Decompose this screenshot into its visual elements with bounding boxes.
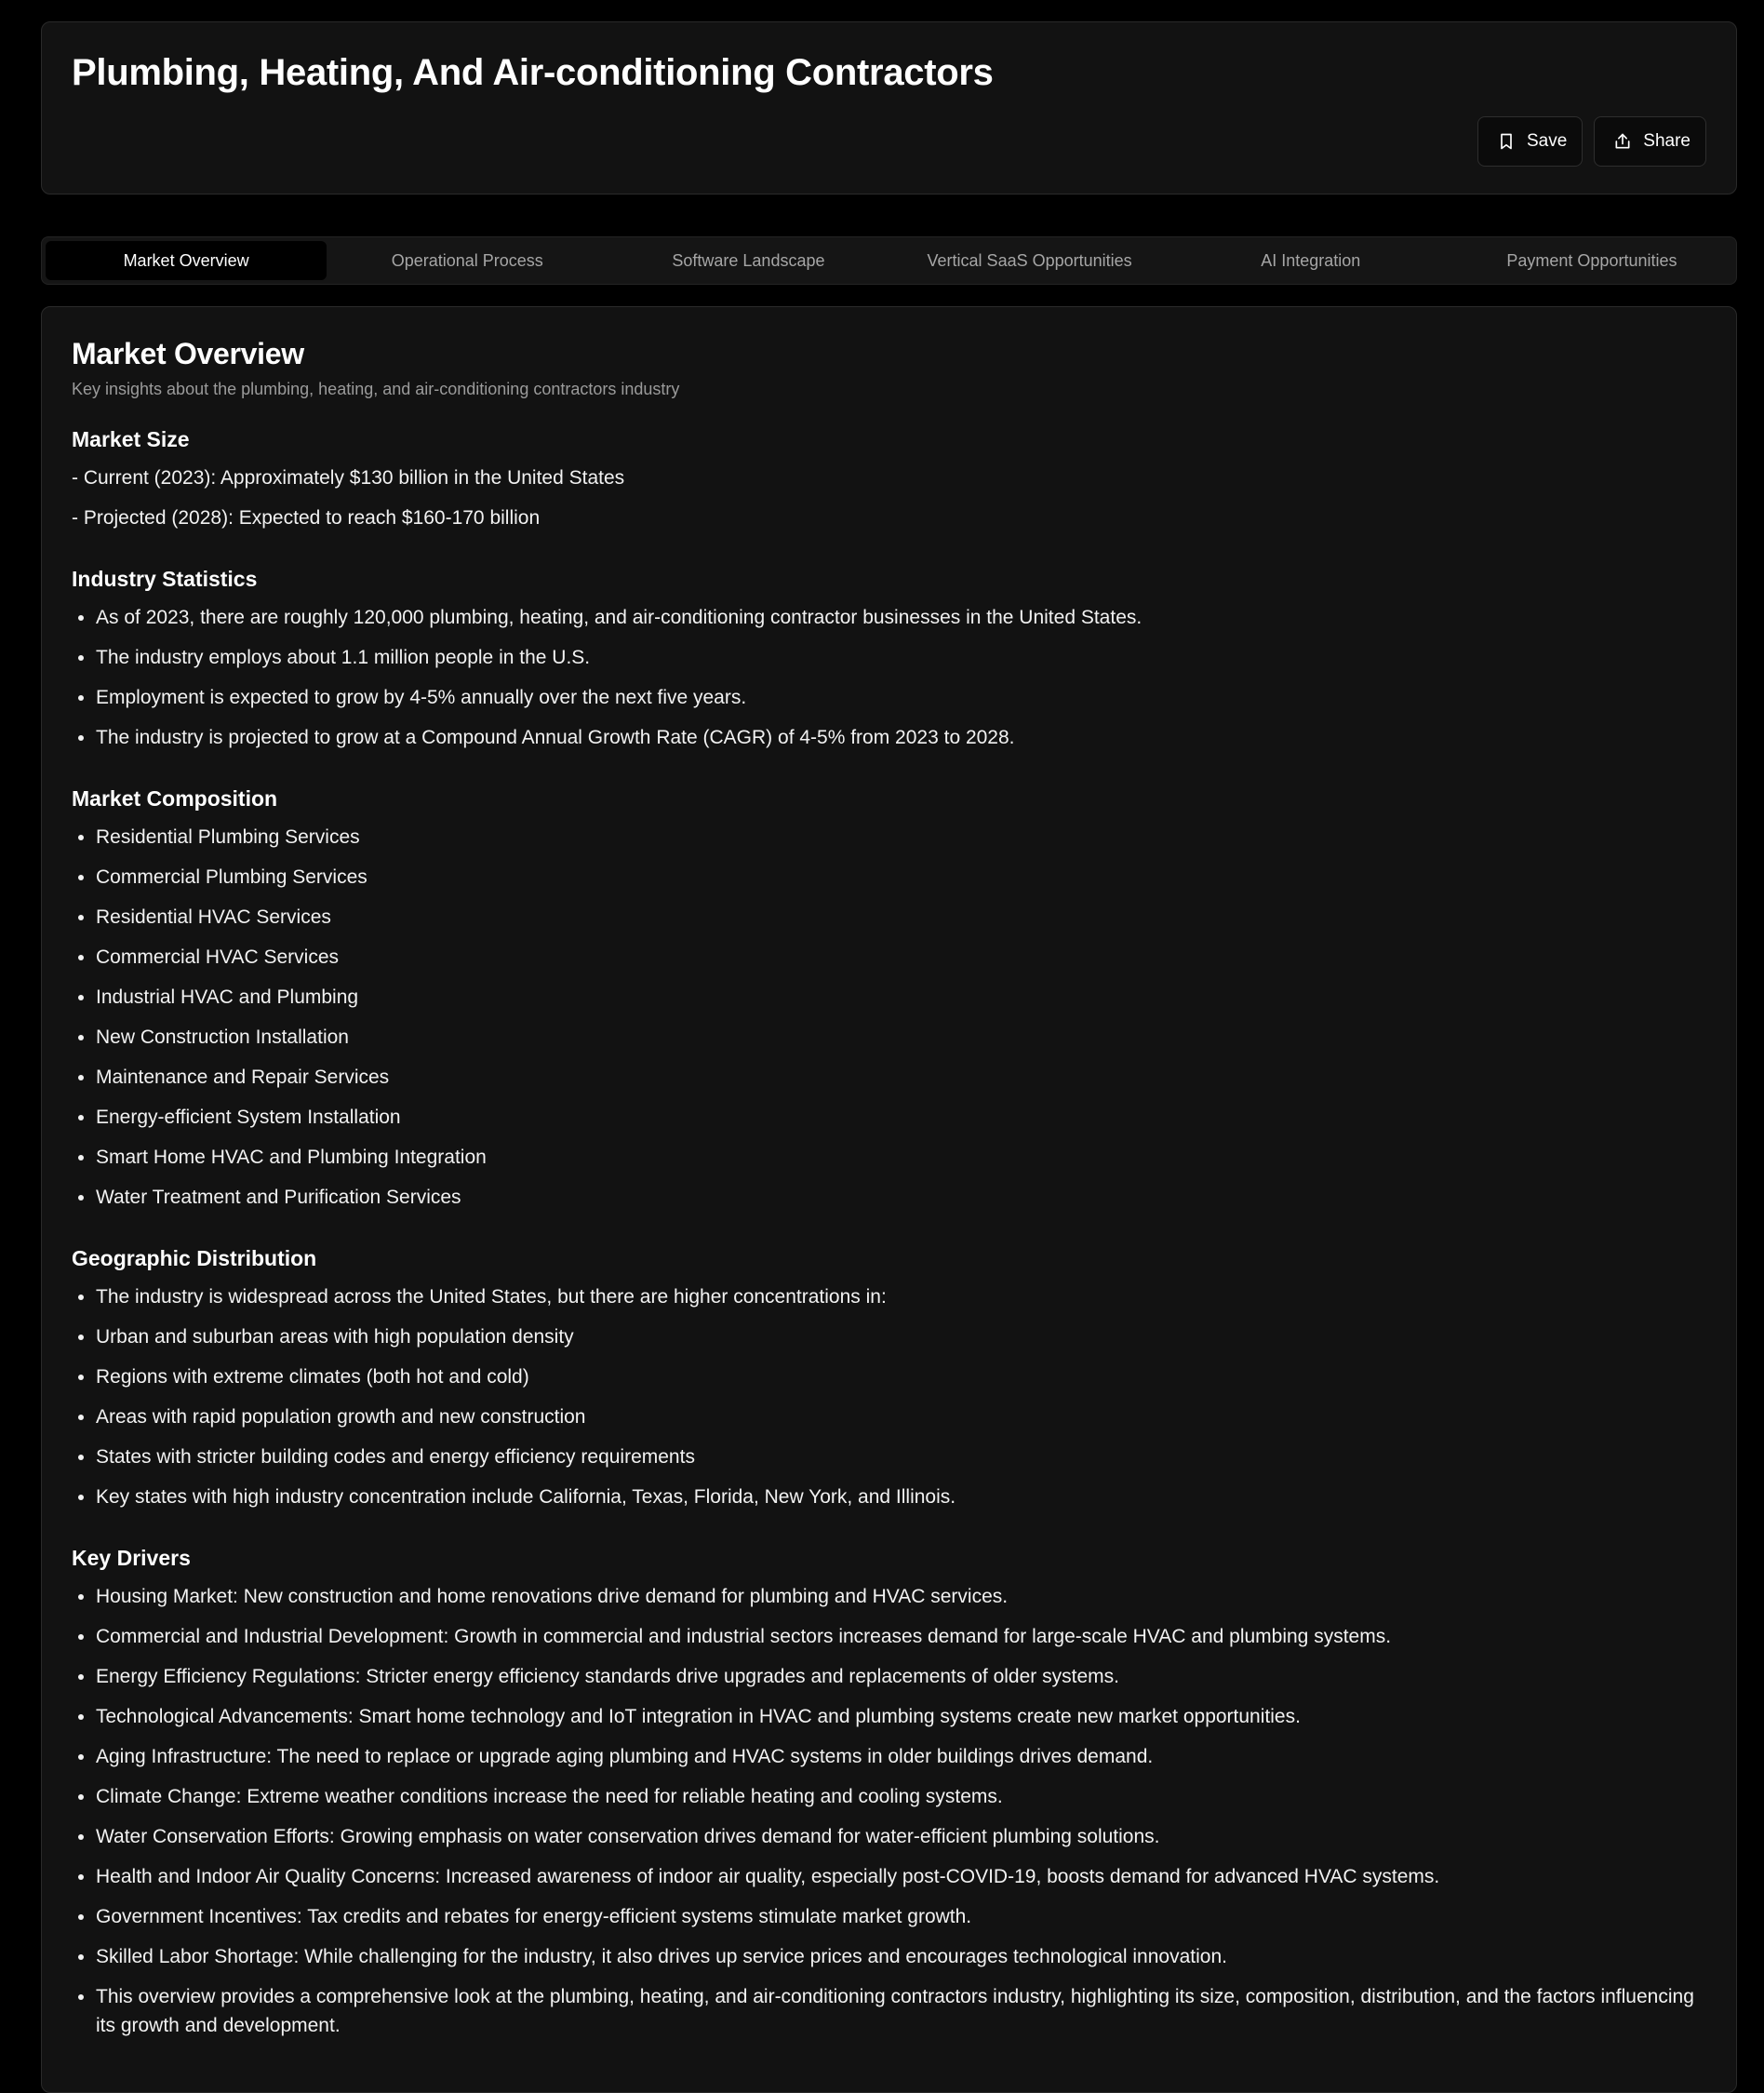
list-item: • Smart Home HVAC and Plumbing Integration [96, 1137, 1706, 1177]
list-item: • Areas with rapid population growth and new construction [96, 1397, 1706, 1437]
section-subtitle: Key insights about the plumbing, heating, and air-conditioning contractors industry [72, 380, 680, 398]
header-actions [1477, 116, 1706, 167]
list-item: • Health and Indoor Air Quality Concerns: Increased awareness of indoor air quality, especially post-COVID-19, boosts demand for advanced HVAC systems. [96, 1857, 1706, 1897]
list-item: • Key states with high industry concentration include California, Texas, Florida, New York, and Illinois. [96, 1477, 1706, 1517]
list-item: • Climate Change: Extreme weather conditions increase the need for reliable heating and cooling systems. [96, 1777, 1706, 1817]
list-item: • Commercial Plumbing Services [96, 857, 1706, 897]
list-item: • This overview provides a comprehensive look at the plumbing, heating, and air-conditioning contractors industry, highlighting its size, composition, distribution, and the factors influencing its growth and development. [96, 1982, 1706, 2040]
list-item: • Skilled Labor Shortage: While challenging for the industry, it also drives up service prices and encourages technological innovation. [96, 1937, 1706, 1977]
share-icon [1613, 132, 1632, 151]
list-item: • Water Treatment and Purification Services [96, 1177, 1706, 1217]
list-item: • Government Incentives: Tax credits and rebates for energy-efficient systems stimulate market growth. [96, 1897, 1706, 1937]
geographic-distribution-heading: Geographic Distribution [72, 1246, 317, 1270]
save-button[interactable] [1477, 116, 1583, 167]
list-item: • Residential HVAC Services [96, 897, 1706, 937]
industry-statistics-list [72, 597, 1706, 758]
tab-software-landscape[interactable]: Software Landscape [672, 250, 825, 270]
market-size-heading: Market Size [72, 427, 190, 451]
list-item: • New Construction Installation [96, 1017, 1706, 1057]
page-title: Plumbing, Heating, And Air-conditioning Contractors [72, 52, 994, 93]
list-item: • The industry is projected to grow at a Compound Annual Growth Rate (CAGR) of 4-5% from 2023 to 2028. [96, 718, 1706, 758]
list-item: • As of 2023, there are roughly 120,000 plumbing, heating, and air-conditioning contractor businesses in the United States. [96, 597, 1706, 637]
tab-operational-process[interactable]: Operational Process [391, 250, 543, 270]
key-drivers-heading: Key Drivers [72, 1546, 191, 1570]
list-item: • Industrial HVAC and Plumbing [96, 977, 1706, 1017]
list-item: • States with stricter building codes and energy efficiency requirements [96, 1437, 1706, 1477]
tab-bar [41, 236, 1737, 285]
geographic-distribution-list [72, 1277, 1706, 1517]
section-title: Market Overview [72, 337, 304, 370]
list-item: • Residential Plumbing Services [96, 817, 1706, 857]
share-label: Share [1643, 131, 1690, 151]
list-item: • Maintenance and Repair Services [96, 1057, 1706, 1097]
market-size-line: - Current (2023): Approximately $130 billion in the United States [72, 467, 625, 489]
tab-payment-opportunities[interactable]: Payment Opportunities [1506, 250, 1677, 270]
list-item: • Water Conservation Efforts: Growing emphasis on water conservation drives demand for water-efficient plumbing solutions. [96, 1817, 1706, 1857]
market-size-line: - Projected (2028): Expected to reach $160-170 billion [72, 507, 541, 529]
list-item: • Commercial HVAC Services [96, 937, 1706, 977]
list-item: • Urban and suburban areas with high population density [96, 1317, 1706, 1357]
header-card [41, 21, 1737, 195]
list-item: • The industry employs about 1.1 million people in the U.S. [96, 637, 1706, 678]
bookmark-icon [1497, 132, 1516, 151]
key-drivers-list [72, 1576, 1706, 2040]
industry-statistics-heading: Industry Statistics [72, 567, 258, 591]
list-item: • Technological Advancements: Smart home technology and IoT integration in HVAC and plumbing systems create new market opportunities. [96, 1697, 1706, 1737]
save-label: Save [1526, 131, 1568, 151]
market-overview-panel [41, 306, 1737, 2093]
tab-vertical-saas-opportunities[interactable]: Vertical SaaS Opportunities [927, 250, 1132, 270]
market-composition-heading: Market Composition [72, 786, 278, 811]
share-button[interactable] [1594, 116, 1706, 167]
list-item: • The industry is widespread across the United States, but there are higher concentrations in: [96, 1277, 1706, 1317]
list-item: • Energy Efficiency Regulations: Stricter energy efficiency standards drive upgrades and replacements of older systems. [96, 1657, 1706, 1697]
tab-ai-integration[interactable]: AI Integration [1261, 250, 1361, 270]
list-item: • Aging Infrastructure: The need to replace or upgrade aging plumbing and HVAC systems in older buildings drives demand. [96, 1737, 1706, 1777]
market-composition-list [72, 817, 1706, 1217]
list-item: • Energy-efficient System Installation [96, 1097, 1706, 1137]
list-item: • Employment is expected to grow by 4-5% annually over the next five years. [96, 678, 1706, 718]
list-item: • Regions with extreme climates (both hot and cold) [96, 1357, 1706, 1397]
tab-market-overview[interactable]: Market Overview [46, 241, 327, 280]
list-item: • Housing Market: New construction and home renovations drive demand for plumbing and HVAC services. [96, 1576, 1706, 1617]
list-item: • Commercial and Industrial Development: Growth in commercial and industrial sectors increases demand for large-scale HVAC and plumbing systems. [96, 1617, 1706, 1657]
